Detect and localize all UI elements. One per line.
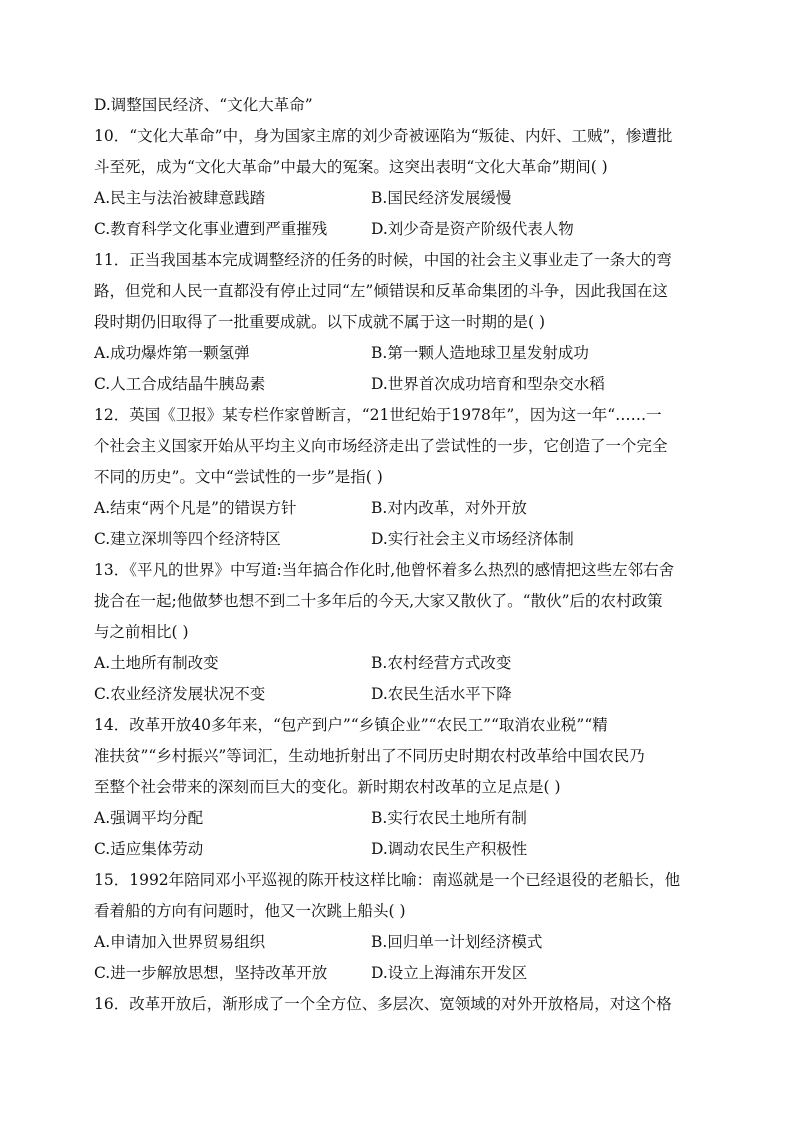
option-row bbox=[94, 958, 694, 989]
option-row bbox=[94, 648, 694, 679]
question-11 bbox=[94, 245, 694, 400]
option-c: C.建立深圳等四个经济特区 bbox=[94, 530, 281, 548]
question-list bbox=[94, 90, 694, 1020]
option-a: A.土地所有制改变 bbox=[94, 654, 219, 672]
option-b: B.农村经营方式改变 bbox=[371, 654, 512, 672]
question-10 bbox=[94, 121, 694, 245]
question-stem-line: 13．《平凡的世界》中写道:当年搞合作化时,他曾怀着多么热烈的感情把这些左邻右舍 bbox=[94, 561, 675, 579]
option-c: C.进一步解放思想，坚持改革开放 bbox=[94, 964, 328, 982]
option-b: B.实行农民土地所有制 bbox=[371, 809, 527, 827]
question-stem-line: 11．正当我国基本完成调整经济的任务的时候，中国的社会主义事业走了一条大的弯 bbox=[94, 251, 672, 269]
question-stem-line: 与之前相比( ) bbox=[94, 623, 189, 641]
option-a: A.申请加入世界贸易组织 bbox=[94, 933, 266, 951]
question-stem-line: 个社会主义国家开始从平均主义向市场经济走出了尝试性的一步，它创造了一个完全 bbox=[94, 437, 668, 455]
option-d: D.实行社会主义市场经济体制 bbox=[371, 530, 574, 548]
option-a: A.成功爆炸第一颗氢弹 bbox=[94, 344, 250, 362]
option-c: C.教育科学文化事业遭到严重摧残 bbox=[94, 220, 328, 238]
option-row bbox=[94, 524, 694, 555]
option-row bbox=[94, 834, 694, 865]
question-13 bbox=[94, 555, 694, 710]
option-row bbox=[94, 803, 694, 834]
question-stem-line: 16．改革开放后，渐形成了一个全方位、多层次、宽领域的对外开放格局，对这个格 bbox=[94, 995, 672, 1013]
option-row bbox=[94, 679, 694, 710]
question-16 bbox=[94, 989, 694, 1020]
option-row bbox=[94, 369, 694, 400]
question-stem-line: 15．1992年陪同邓小平巡视的陈开枝这样比喻：南巡就是一个已经退役的老船长，他 bbox=[94, 871, 681, 889]
option-d: D.设立上海浦东开发区 bbox=[371, 964, 528, 982]
question-stem-line: 至整个社会带来的深刻而巨大的变化。新时期农村改革的立足点是( ) bbox=[94, 778, 561, 796]
option-row bbox=[94, 927, 694, 958]
option-b: B.回归单一计划经济模式 bbox=[371, 933, 543, 951]
question-stem-line: 斗至死，成为“文化大革命”中最大的冤案。这突出表明“文化大革命”期间( ) bbox=[94, 158, 608, 176]
option-d: D.世界首次成功培育和型杂交水稻 bbox=[371, 375, 605, 393]
question-stem-line: 14．改革开放40多年来，“包产到户”“乡镇企业”“农民工”“取消农业税”“精 bbox=[94, 716, 608, 734]
question-stem-line: 看着船的方向有问题时，他又一次跳上船头( ) bbox=[94, 902, 406, 920]
option-a: A.民主与法治被肆意践踏 bbox=[94, 189, 266, 207]
option-a: A.强调平均分配 bbox=[94, 809, 204, 827]
question-15 bbox=[94, 865, 694, 989]
question-stem-line: 路，但党和人民一直都没有停止过同“左”倾错误和反革命集团的斗争，因此我国在这 bbox=[94, 282, 668, 300]
question-stem-line: 段时期仍旧取得了一批重要成就。以下成就不属于这一时期的是( ) bbox=[94, 313, 546, 331]
question-14 bbox=[94, 710, 694, 865]
question-stem-line: 拢合在一起;他做梦也想不到二十多年后的今天,大家又散伙了。“散伙”后的农村政策 bbox=[94, 592, 663, 610]
question-stem-line: 准扶贫”“乡村振兴”等词汇，生动地折射出了不同历史时期农村改革给中国农民乃 bbox=[94, 747, 645, 765]
option-b: B.第一颗人造地球卫星发射成功 bbox=[371, 344, 589, 362]
question-stem-line: 12．英国《卫报》某专栏作家曾断言，“21世纪始于1978年”，因为这一年“……一 bbox=[94, 406, 662, 424]
option-row bbox=[94, 493, 694, 524]
option-a: A.结束“两个凡是”的错误方针 bbox=[94, 499, 297, 517]
option-c: C.农业经济发展状况不变 bbox=[94, 685, 266, 703]
option-row bbox=[94, 214, 694, 245]
option-c: C.适应集体劳动 bbox=[94, 840, 204, 858]
option-d-previous: D.调整国民经济、“文化大革命” bbox=[94, 96, 313, 114]
question-stem-line: 10．“文化大革命”中，身为国家主席的刘少奇被诬陷为“叛徒、内奸、工贼”，惨遭批 bbox=[94, 127, 673, 145]
option-row bbox=[94, 338, 694, 369]
option-d: D.农民生活水平下降 bbox=[371, 685, 512, 703]
option-c: C.人工合成结晶牛胰岛素 bbox=[94, 375, 266, 393]
option-b: B.对内改革，对外开放 bbox=[371, 499, 527, 517]
question-12 bbox=[94, 400, 694, 555]
option-b: B.国民经济发展缓慢 bbox=[371, 189, 512, 207]
option-row bbox=[94, 183, 694, 214]
option-d: D.调动农民生产积极性 bbox=[371, 840, 528, 858]
question-stem-line: 不同的历史”。文中“尝试性的一步”是指( ) bbox=[94, 468, 383, 486]
option-d: D.刘少奇是资产阶级代表人物 bbox=[371, 220, 574, 238]
